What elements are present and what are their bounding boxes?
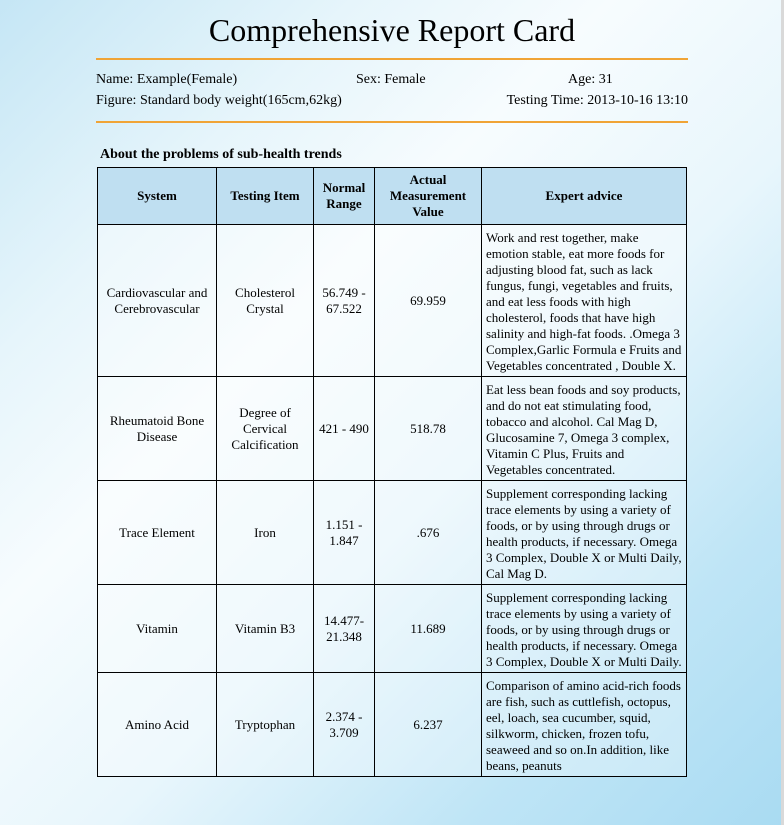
cell-actual-value: 11.689 <box>375 585 482 673</box>
cell-expert-advice: Comparison of amino acid-rich foods are fish, such as cuttlefish, octopus, eel, loach, sea cucumber, squid, silkworm, chicken, frozen tofu, seaweed and so on.In addition, like beans, peanuts <box>482 673 687 777</box>
table-row <box>98 225 687 377</box>
header-divider-bottom <box>96 121 688 123</box>
cell-testing-item: Cholesterol Crystal <box>217 225 314 377</box>
cell-normal-range: 14.477- 21.348 <box>314 585 375 673</box>
patient-name: Name: Example(Female) <box>96 72 238 87</box>
cell-system: Cardiovascular and Cerebrovascular <box>98 225 217 377</box>
column-header-expert-advice: Expert advice <box>482 168 687 225</box>
column-header-actual-value: Actual Measurement Value <box>375 168 482 225</box>
cell-system: Trace Element <box>98 481 217 585</box>
table-row <box>98 481 687 585</box>
patient-age: Age: 31 <box>568 72 613 87</box>
cell-expert-advice: Supplement corresponding lacking trace elements by using a variety of foods, or by using through drugs or health products, if necessary. Omega 3 Complex, Double X or Multi Daily, Cal Mag D. <box>482 481 687 585</box>
table-row <box>98 673 687 777</box>
cell-normal-range: 1.151 - 1.847 <box>314 481 375 585</box>
cell-system: Amino Acid <box>98 673 217 777</box>
section-heading: About the problems of sub-health trends <box>100 147 342 162</box>
patient-sex: Sex: Female <box>356 72 426 87</box>
page-title: Comprehensive Report Card <box>208 12 576 48</box>
table-header-row <box>98 168 687 225</box>
cell-actual-value: 69.959 <box>375 225 482 377</box>
cell-normal-range: 2.374 - 3.709 <box>314 673 375 777</box>
cell-normal-range: 56.749 - 67.522 <box>314 225 375 377</box>
cell-actual-value: 518.78 <box>375 377 482 481</box>
report-table <box>97 167 687 777</box>
cell-testing-item: Iron <box>217 481 314 585</box>
cell-testing-item: Vitamin B3 <box>217 585 314 673</box>
table-row <box>98 585 687 673</box>
cell-system: Vitamin <box>98 585 217 673</box>
cell-normal-range: 421 - 490 <box>314 377 375 481</box>
cell-expert-advice: Work and rest together, make emotion stable, eat more foods for adjusting blood fat, such as lack fungus, fungi, vegetables and fruits, and eat less foods with high cholesterol, foods that have high salinity and high-fat foods. .Omega 3 Complex,Garlic Formula e Fruits and Vegetables concentrated , Double X. <box>482 225 687 377</box>
cell-system: Rheumatoid Bone Disease <box>98 377 217 481</box>
cell-expert-advice: Supplement corresponding lacking trace elements by using a variety of foods, or by using through drugs or health products, if necessary. Omega 3 Complex, Double X or Multi Daily. <box>482 585 687 673</box>
table-row <box>98 377 687 481</box>
cell-actual-value: .676 <box>375 481 482 585</box>
testing-time: Testing Time: 2013-10-16 13:10 <box>506 93 688 108</box>
column-header-system: System <box>98 168 217 225</box>
column-header-normal-range: Normal Range <box>314 168 375 225</box>
cell-expert-advice: Eat less bean foods and soy products, and do not eat stimulating food, tobacco and alcohol. Cal Mag D, Glucosamine 7, Omega 3 complex, Vitamin C Plus, Fruits and Vegetables concentrated. <box>482 377 687 481</box>
column-header-testing-item: Testing Item <box>217 168 314 225</box>
cell-actual-value: 6.237 <box>375 673 482 777</box>
patient-figure: Figure: Standard body weight(165cm,62kg) <box>96 93 342 108</box>
header-divider-top <box>96 58 688 60</box>
cell-testing-item: Degree of Cervical Calcification <box>217 377 314 481</box>
cell-testing-item: Tryptophan <box>217 673 314 777</box>
